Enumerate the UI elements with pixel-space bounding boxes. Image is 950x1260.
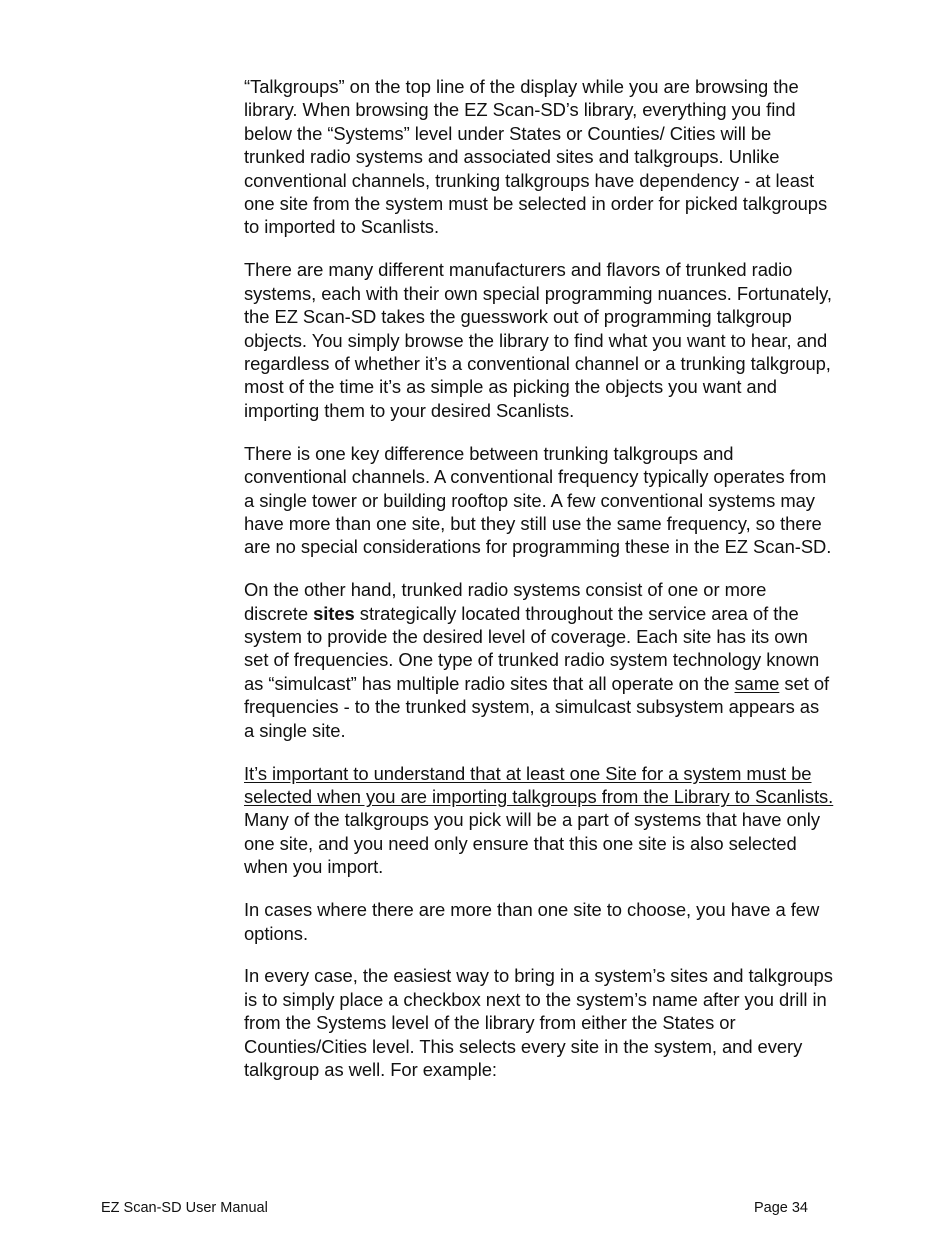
underlined-important-note: It’s important to understand that at least one Site for a system must be selected when you are importing talkgroups from the Library to Scanlists. — [244, 762, 834, 807]
text-run: set of frequencies - to the trunked system, a simulcast subsystem appears as a single site. — [244, 672, 830, 741]
paragraph-multiple-sites: In cases where there are more than one site to choose, you have a few options. — [244, 899, 820, 944]
page-body — [244, 75, 834, 1101]
underlined-term-same: same — [734, 672, 780, 694]
text-run: Many of the talkgroups you pick will be a part of systems that have only one site, and you need only ensure that this one site is also selected when you import. — [244, 809, 820, 878]
paragraph-key-difference: There is one key difference between trunking talkgroups and conventional channels. A conventional frequency typically operates from a single tower or building rooftop site. A few conventional systems may have more than one site, but they still use the same frequency, so there are no special considerations for programming these in the EZ Scan-SD. — [244, 442, 832, 558]
footer-page-number: Page 34 — [753, 1200, 808, 1216]
paragraph-important-site-selection — [244, 762, 834, 879]
paragraph-manufacturers: There are many different manufacturers and flavors of trunked radio systems, each with their own special programming nuances. Fortunately, the EZ Scan-SD takes the guesswork out of programming talkgroup objects. You simply browse the library to find what you want to hear, and regardless of whether it’s a conventional channel or a trunking talkgroup, most of the time it’s as simple as picking the objects you want and importing them to your desired Scanlists. — [244, 259, 832, 421]
bold-term-sites: sites — [313, 602, 355, 624]
paragraph-talkgroups-browsing: “Talkgroups” on the top line of the display while you are browsing the library. When browsing the EZ Scan-SD’s library, everything you find below the “Systems” level under States or Counties/ Cities will be trunked radio systems and associated sites and talkgroups. Unlike conventional channels, trunking talkgroups have dependency - at least one site from the system must be selected in order for picked talkgroups to imported to Scanlists. — [244, 76, 828, 238]
text-run: strategically located throughout the service area of the system to provide the desired level of coverage. Each site has its own set of frequencies. One type of trunked radio system technology known as “simulcast” has multiple radio sites that all operate on the — [244, 602, 820, 694]
paragraph-easiest-way: In every case, the easiest way to bring in a system’s sites and talkgroups is to simply place a checkbox next to the system’s name after you drill in from the Systems level of the library from either the States or Counties/Cities level. This selects every site in the system, and every talkgroup as well. For example: — [244, 965, 833, 1081]
paragraph-trunked-sites — [244, 578, 834, 742]
footer-manual-title: EZ Scan-SD User Manual — [101, 1200, 268, 1216]
text-run: On the other hand, trunked radio systems consist of one or more discrete — [244, 579, 767, 624]
